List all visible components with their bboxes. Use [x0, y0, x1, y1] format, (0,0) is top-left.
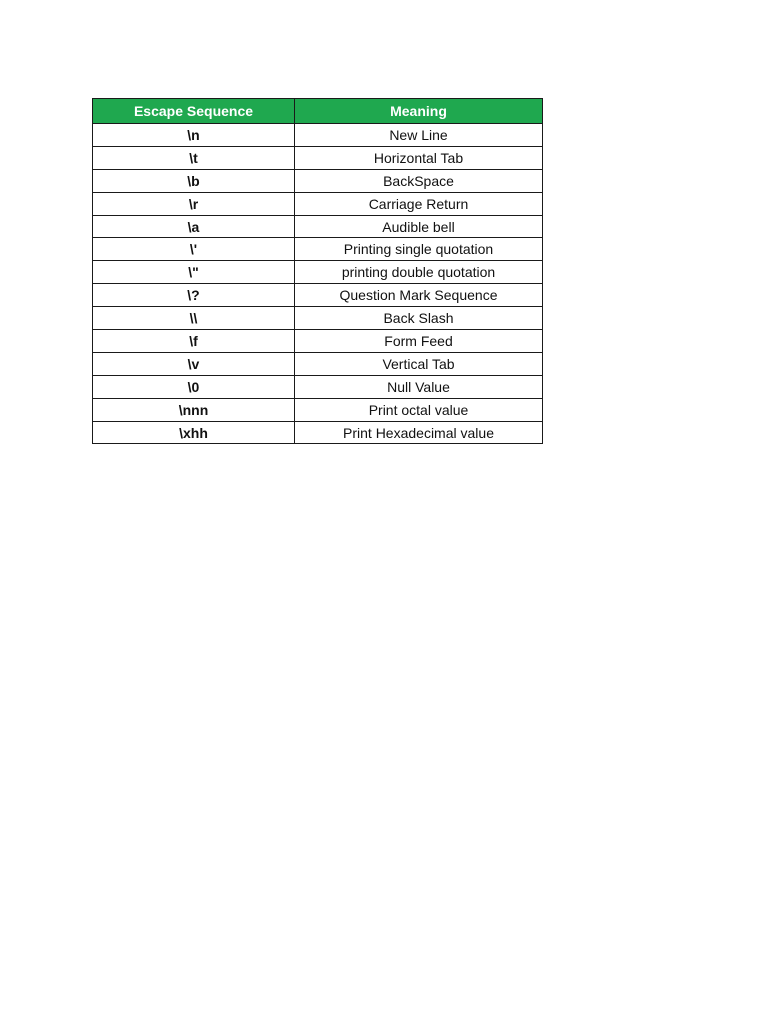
table-row: [93, 124, 543, 147]
table-row: [93, 421, 543, 444]
meaning-cell: Null Value: [295, 375, 543, 398]
meaning-cell: Print Hexadecimal value: [295, 421, 543, 444]
escape-sequence-cell: \r: [93, 192, 295, 215]
table-row: [93, 169, 543, 192]
escape-sequence-cell: \": [93, 261, 295, 284]
table-row: [93, 330, 543, 353]
table-row: [93, 261, 543, 284]
meaning-cell: Horizontal Tab: [295, 146, 543, 169]
table-row: [93, 375, 543, 398]
table-header-row: [93, 99, 543, 124]
escape-sequence-cell: \nnn: [93, 398, 295, 421]
table-row: [93, 146, 543, 169]
table-row: [93, 284, 543, 307]
meaning-cell: New Line: [295, 124, 543, 147]
meaning-cell: BackSpace: [295, 169, 543, 192]
meaning-cell: Question Mark Sequence: [295, 284, 543, 307]
table-row: [93, 352, 543, 375]
escape-sequence-cell: \0: [93, 375, 295, 398]
meaning-cell: Print octal value: [295, 398, 543, 421]
meaning-cell: Printing single quotation: [295, 238, 543, 261]
escape-sequence-cell: \b: [93, 169, 295, 192]
escape-sequence-cell: \a: [93, 215, 295, 238]
escape-sequence-cell: \v: [93, 352, 295, 375]
meaning-cell: printing double quotation: [295, 261, 543, 284]
table-row: [93, 398, 543, 421]
table-row: [93, 192, 543, 215]
meaning-cell: Vertical Tab: [295, 352, 543, 375]
escape-sequence-cell: \n: [93, 124, 295, 147]
meaning-cell: Back Slash: [295, 307, 543, 330]
table-row: [93, 215, 543, 238]
meaning-cell: Audible bell: [295, 215, 543, 238]
escape-sequence-table: [92, 98, 543, 444]
escape-sequence-cell: \xhh: [93, 421, 295, 444]
escape-sequence-cell: \t: [93, 146, 295, 169]
table-row: [93, 307, 543, 330]
meaning-cell: Form Feed: [295, 330, 543, 353]
escape-sequence-cell: \': [93, 238, 295, 261]
header-meaning: Meaning: [295, 99, 543, 124]
meaning-cell: Carriage Return: [295, 192, 543, 215]
escape-sequence-cell: \\: [93, 307, 295, 330]
escape-sequence-cell: \?: [93, 284, 295, 307]
escape-sequence-cell: \f: [93, 330, 295, 353]
header-escape-sequence: Escape Sequence: [93, 99, 295, 124]
table-row: [93, 238, 543, 261]
